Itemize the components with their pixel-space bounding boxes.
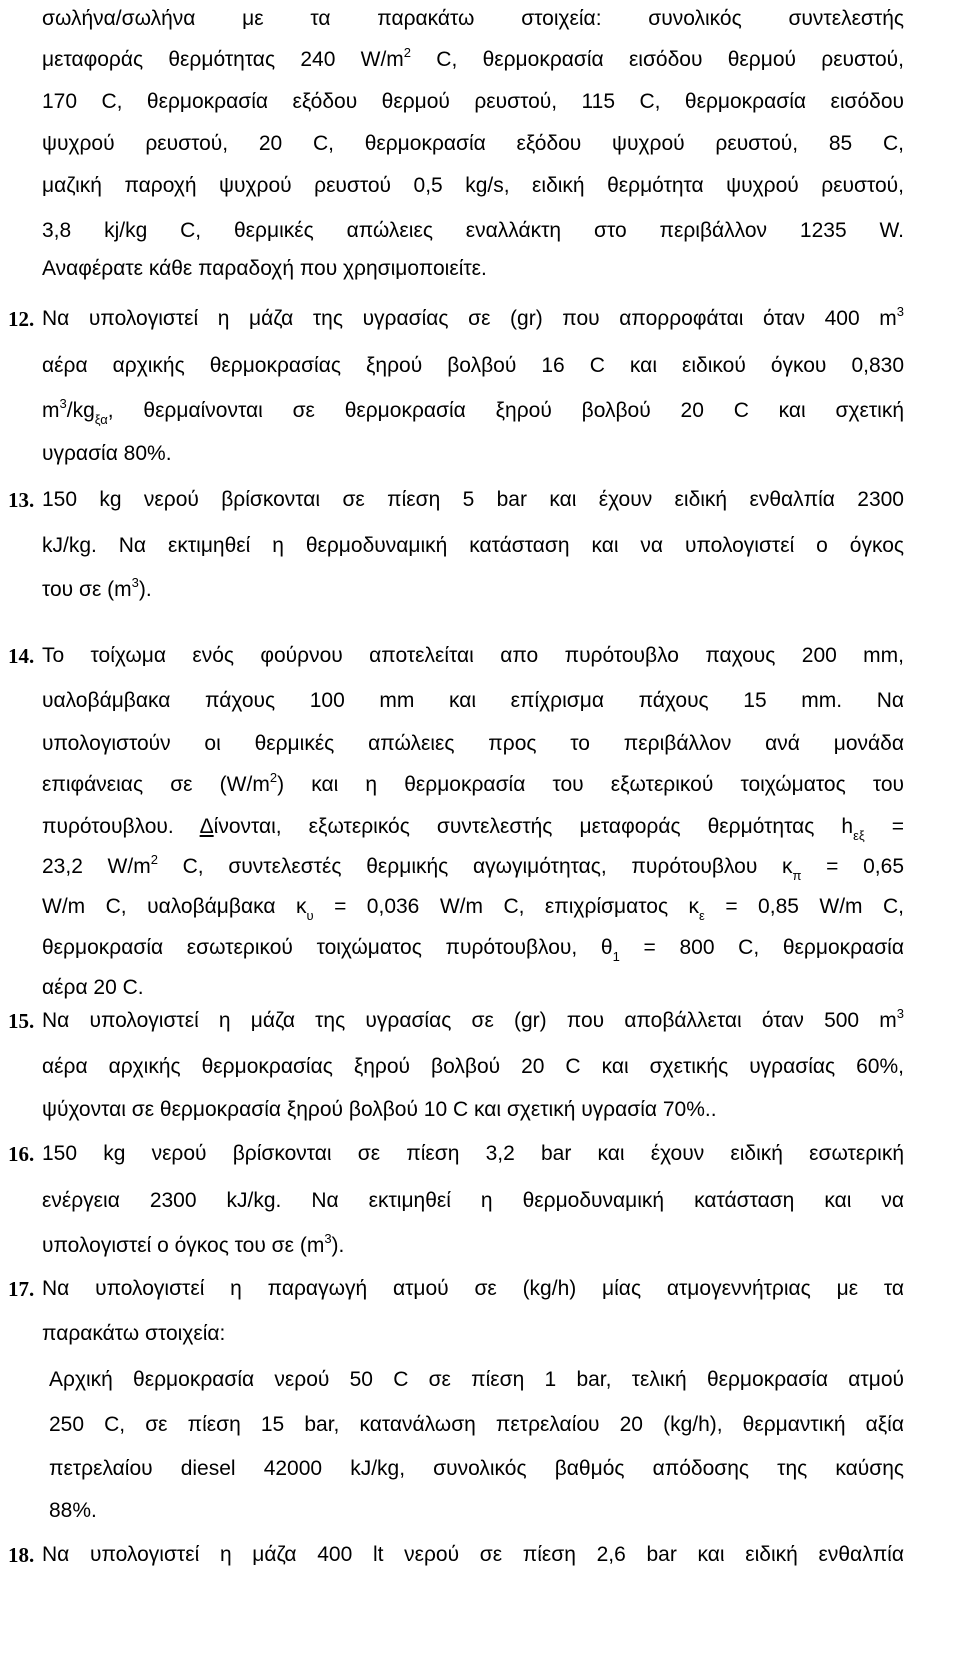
text-line: σωλήνα/σωλήνα με τα παρακάτω στοιχεία: συνολικός συντελεστής bbox=[42, 7, 904, 30]
text-line: αέρα 20 C. bbox=[42, 976, 144, 999]
text-line: αέρα αρχικής θερμοκρασίας ξηρού βολβού 16 C και ειδικού όγκου 0,830 bbox=[42, 354, 904, 377]
problem-number-16: 16. bbox=[8, 1142, 35, 1166]
text-line: μεταφοράς θερμότητας 240 $W/m^2$ C, θερμοκρασία εισόδου θερμού ρευστού, bbox=[42, 45, 905, 71]
text-line: kJ/kg. Να εκτιμηθεί η θερμοδυναμική κατάσταση και να υπολογιστεί ο όγκος bbox=[42, 534, 904, 557]
text-line: Το τοίχωμα ενός φούρνου αποτελείται απο πυρότουβλο παχους 200 mm, bbox=[42, 644, 904, 667]
text-line: θερμοκρασία εσωτερικού τοιχώματος πυρότουβλου, $\theta_1 = 800$ C, θερμοκρασία bbox=[42, 936, 904, 965]
text-line: Να υπολογιστεί η μάζα της υγρασίας σε (gr) που αποβάλλεται όταν 500 $m^3$ bbox=[42, 1006, 904, 1032]
text-line: $m^3/kg_{\xi\alpha}$, θερμαίνονται σε θερμοκρασία ξηρού βολβού 20 C και σχετική bbox=[42, 396, 904, 428]
text-line: του σε $(m^3)$. bbox=[42, 575, 152, 601]
text-line: 3,8 kj/kg C, θερμικές απώλειες εναλλάκτη στο περιβάλλον 1235 W. bbox=[42, 219, 904, 242]
problem-number-14: 14. bbox=[8, 644, 35, 668]
text-line: W/m C, υαλοβάμβακα $\kappa_\upsilon = 0,036$ W/m C, επιχρίσματος $\kappa_\varepsilon = 0,85$ W/m C, bbox=[42, 895, 905, 924]
text-line: υπολογιστεί ο όγκος του σε $(m^3)$. bbox=[42, 1231, 345, 1257]
problem-number-18: 18. bbox=[8, 1543, 35, 1567]
text-line: 150 kg νερού βρίσκονται σε πίεση 5 bar και έχουν ειδική ενθαλπία 2300 bbox=[42, 488, 904, 511]
text-line: Να υπολογιστεί η μάζα 400 lt νερού σε πίεση 2,6 bar και ειδική ενθαλπία bbox=[42, 1543, 904, 1566]
text-line: υπολογιστούν οι θερμικές απώλειες προς το περιβάλλον ανά μονάδα bbox=[42, 732, 904, 755]
text-line: ψυχρού ρευστού, 20 C, θερμοκρασία εξόδου ψυχρού ρευστού, 85 C, bbox=[42, 132, 904, 155]
text-line: Αρχική θερμοκρασία νερού 50 C σε πίεση 1 bar, τελική θερμοκρασία ατμού bbox=[49, 1368, 904, 1391]
text-line: 170 C, θερμοκρασία εξόδου θερμού ρευστού, 115 C, θερμοκρασία εισόδου bbox=[42, 90, 904, 113]
problem-number-12: 12. bbox=[8, 307, 35, 331]
text-line: υαλοβάμβακα πάχους 100 mm και επίχρισμα πάχους 15 mm. Να bbox=[42, 689, 904, 712]
text-line: 250 C, σε πίεση 15 bar, κατανάλωση πετρελαίου 20 (kg/h), θερμαντική αξία bbox=[49, 1413, 904, 1436]
text-line: 88%. bbox=[49, 1499, 97, 1522]
text-line: παρακάτω στοιχεία: bbox=[42, 1322, 226, 1345]
problem-number-13: 13. bbox=[8, 488, 35, 512]
problem-number-17: 17. bbox=[8, 1277, 35, 1301]
text-line: ψύχονται σε θερμοκρασία ξηρού βολβού 10 C και σχετική υγρασία 70%.. bbox=[42, 1098, 717, 1121]
text-line: αέρα αρχικής θερμοκρασίας ξηρού βολβού 20 C και σχετικής υγρασίας 60%, bbox=[42, 1055, 904, 1078]
text-line: ενέργεια 2300 kJ/kg. Να εκτιμηθεί η θερμοδυναμική κατάσταση και να bbox=[42, 1189, 904, 1212]
text-line: επιφάνειας σε $(W/m^2)$ και η θερμοκρασία του εξωτερικού τοιχώματος του bbox=[42, 770, 905, 796]
problem-number-15: 15. bbox=[8, 1009, 35, 1033]
text-line: πετρελαίου diesel 42000 kJ/kg, συνολικός βαθμός απόδοσης της καύσης bbox=[49, 1457, 904, 1480]
text-line: Αναφέρατε κάθε παραδοχή που χρησιμοποιείτε. bbox=[42, 257, 487, 280]
text-line: 150 kg νερού βρίσκονται σε πίεση 3,2 bar και έχουν ειδική εσωτερική bbox=[42, 1142, 904, 1165]
text-line: Να υπολογιστεί η μάζα της υγρασίας σε (gr) που απορροφάται όταν 400 $m^3$ bbox=[42, 304, 904, 330]
text-line: 23,2 $W/m^2$ C, συντελεστές θερμικής αγωγιμότητας, πυρότουβλου $\kappa_\pi = 0,65$ bbox=[42, 852, 905, 884]
text-line: Να υπολογιστεί η παραγωγή ατμού σε (kg/h) μίας ατμογεννήτριας με τα bbox=[42, 1277, 904, 1300]
text-line: πυρότουβλου. Δίνονται, εξωτερικός συντελεστής μεταφοράς θερμότητας $h_{\varepsilon\xi}$ = bbox=[42, 815, 904, 844]
text-line: μαζική παροχή ψυχρού ρευστού 0,5 kg/s, ειδική θερμότητα ψυχρού ρευστού, bbox=[42, 174, 904, 197]
text-line: υγρασία 80%. bbox=[42, 442, 172, 465]
